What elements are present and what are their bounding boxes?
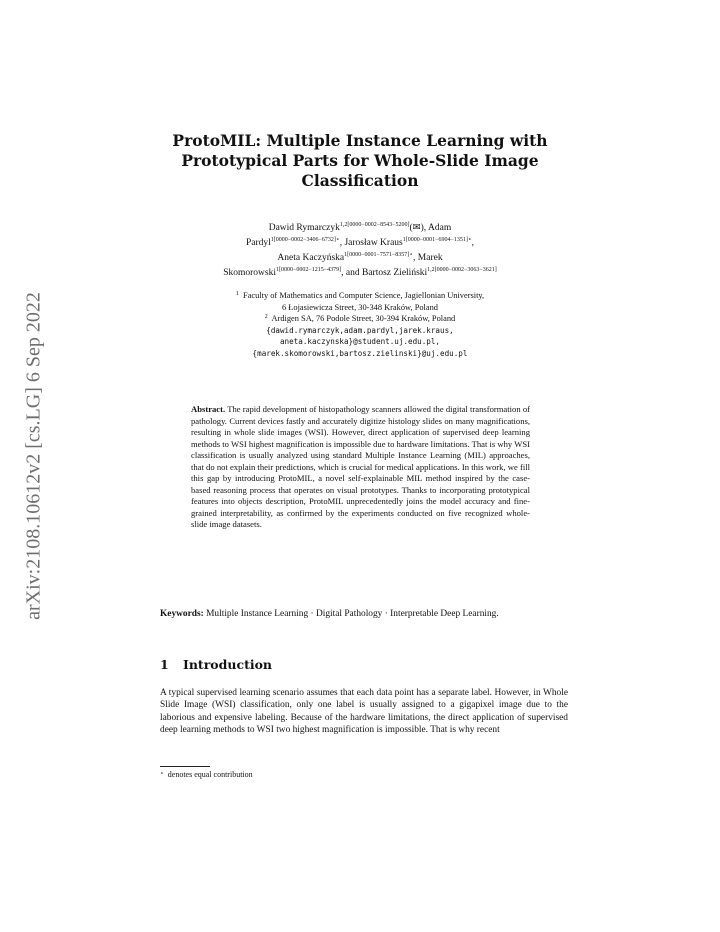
affiliation-text: Ardigen SA, 76 Podole Street, 30-394 Kraków, Poland <box>271 314 456 324</box>
abstract-text: The rapid development of histopathology scanners allowed the digital transformation of pathology. Current devices fastly and accurately digitize histology slides on many magnifications, resulting in whole slide images (WSI). However, direct application of supervised deep learning methods to WSI highest magnification is impossible due to hardware limitations. That is why WSI classification is usually analyzed using standard Multiple Instance Learning (MIL) approaches, that do not explain their predictions, which is crucial for medical applications. In this work, we fill this gap by introducing ProtoMIL, a novel self-explainable MIL method inspired by the case-based reasoning process that operates on visual prototypes. Thanks to incorporating prototypical features into objects description, ProtoMIL unprecedentedly joins the model accuracy and fine-grained interpretability, as confirmed by the experiments conducted on five recognized whole-slide image datasets. <box>191 404 530 530</box>
email-line: {dawid.rymarczyk,adam.pardyl,jarek.kraus, <box>266 325 454 335</box>
footnote <box>160 770 253 779</box>
abstract-label: Abstract. <box>191 404 226 414</box>
intro-paragraph: A typical supervised learning scenario assumes that each data point has a separate label. However, in Whole Slide Image (WSI) classification, only one label is usually assigned to a gigapixel image due to the laborious and expensive labeling. Because of the hardware limitations, the direct application of supervised deep learning methods to WSI two highest magnification is impossible. That is why recent <box>160 688 568 736</box>
author-separator: , <box>471 238 475 248</box>
author-name: Skomorowski <box>223 268 276 278</box>
author-name: Pardyl <box>245 238 271 248</box>
affiliation-number: 2 <box>264 314 268 321</box>
author-orcid: 1[0000−0002−1215−4379] <box>275 267 342 273</box>
arxiv-identifier: arXiv:2108.10612v2 [cs.LG] 6 Sep 2022 <box>22 292 45 620</box>
affiliation-2 <box>160 313 560 325</box>
affiliation-text: Faculty of Mathematics and Computer Science, Jagiellonian University, <box>243 291 485 300</box>
author-name: Aneta Kaczyńska <box>277 253 345 263</box>
keywords-label: Keywords: <box>160 609 204 619</box>
author-separator: , and Bartosz Zieliński <box>341 268 428 278</box>
author-orcid: 1,2[0000−0002−8543−5200] <box>339 222 410 228</box>
author-separator: (✉), Adam <box>409 223 452 233</box>
email-line: {marek.skomorowski,bartosz.zielinski}@uj.edu.pl <box>252 348 468 358</box>
keywords <box>160 608 568 621</box>
email-line: aneta.kaczynska}@student.uj.edu.pl, <box>279 337 440 347</box>
section-title: Introduction <box>183 657 273 672</box>
keywords-text: Multiple Instance Learning · Digital Pathology · Interpretable Deep Learning. <box>206 609 499 619</box>
section-heading <box>160 657 272 672</box>
author-separator: , Marek <box>413 253 443 263</box>
footnote-rule <box>160 766 210 767</box>
author-orcid: 1[0000−0001−6904−1351]⋆ <box>402 237 472 243</box>
author-orcid: 1,2[0000−0002−3063−3621] <box>427 267 497 273</box>
author-list <box>150 221 570 281</box>
author-orcid: 1[0000−0002−3406−6732]⋆ <box>270 237 340 243</box>
section-number: 1 <box>160 657 169 672</box>
paper-title: ProtoMIL: Multiple Instance Learning with Prototypical Parts for Whole-Slide Image Classification <box>172 131 548 190</box>
author-separator: , Jarosław Kraus <box>339 238 403 248</box>
footnote-text: denotes equal contribution <box>167 770 253 779</box>
affiliation-address: 6 Łojasiewicza Street, 30-348 Kraków, Poland <box>282 302 438 312</box>
author-name: Dawid Rymarczyk <box>268 223 340 233</box>
footnote-mark: ⋆ <box>160 771 164 777</box>
author-orcid: 1[0000−0001−7571−8357]⋆ <box>344 252 414 258</box>
abstract <box>191 404 530 531</box>
affiliation-1 <box>160 290 560 302</box>
affiliations <box>160 290 560 360</box>
affiliation-number: 1 <box>235 291 239 297</box>
